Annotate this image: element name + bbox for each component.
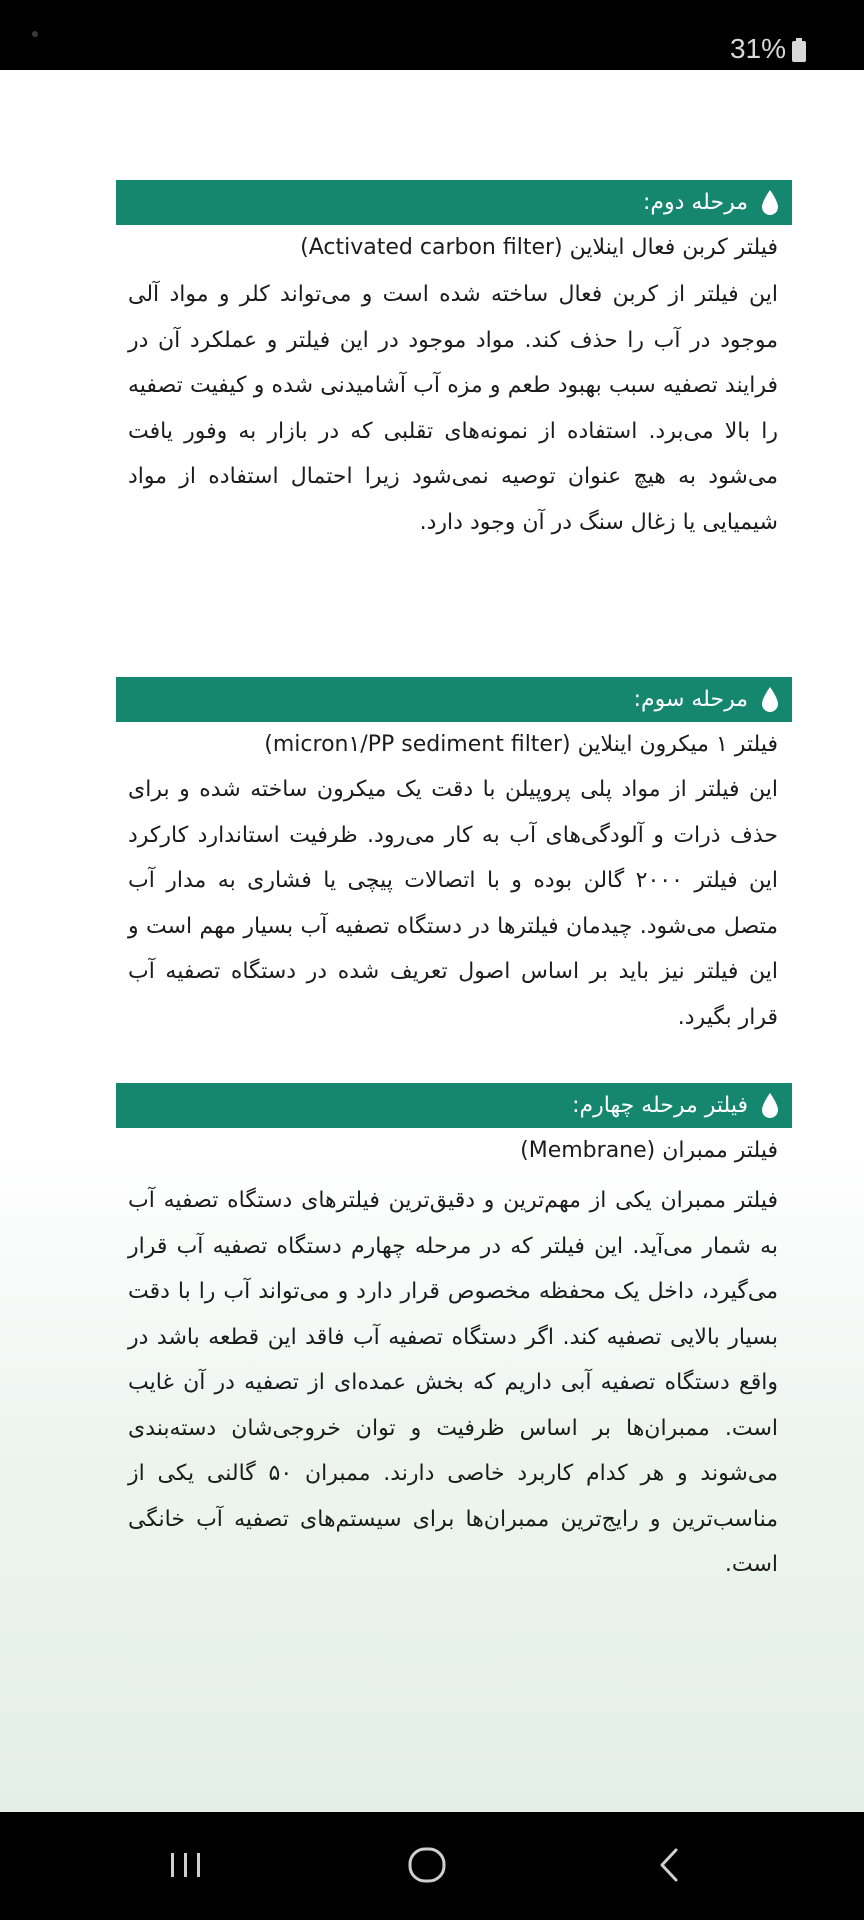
section-header-stage-four <box>116 1083 792 1128</box>
filter-name: فیلتر ممبران (Membrane) <box>520 1138 778 1163</box>
section-title: مرحله سوم: <box>633 687 748 712</box>
filter-name: فیلتر کربن فعال اینلاین (Activated carbon filter) <box>300 235 778 260</box>
section-title: مرحله دوم: <box>642 190 748 215</box>
section-header-stage-three <box>116 677 792 722</box>
section-body: این فیلتر از کربن فعال ساخته شده است و می‌تواند کلر و مواد آلی موجود در آب را حذف کند. مواد موجود در این فیلتر و عملکرد آن در فرایند تصفیه سبب بهبود طعم و مزه آب آشامیدنی شده و کیفیت تصفیه را بالا می‌برد. استفاده از نمونه‌های تقلبی که در بازار به وفور یافت می‌شود به هیچ عنوان توصیه نمی‌شود زیرا احتمال استفاده از مواد شیمیایی یا زغال سنگ در آن وجود دارد. <box>128 282 778 535</box>
notification-dot <box>32 31 38 37</box>
water-drop-icon <box>760 1092 780 1120</box>
back-icon[interactable] <box>640 1840 700 1890</box>
section-body: فیلتر ممبران یکی از مهم‌ترین و دقیق‌ترین فیلترهای دستگاه تصفیه آب به شمار می‌آید. این فیلتر که در مرحله چهارم دستگاه تصفیه آب قرار می‌گیرد، داخل یک محفظه مخصوص قرار دارد و می‌تواند آب را با دقت بسیار بالایی تصفیه کند. اگر دستگاه تصفیه آب فاقد این قطعه باشد در واقع دستگاه تصفیه آبی داریم که بخش عمده‌ای از تصفیه در آن غایب است. ممبران‌ها بر اساس ظرفیت و توان خروجی‌شان دسته‌بندی می‌شوند و هر کدام کاربرد خاصی دارند. ممبران ۵۰ گالنی یکی از مناسب‌ترین و رایج‌ترین ممبران‌ها برای سیستم‌های تصفیه آب خانگی است. <box>128 1188 778 1577</box>
section-title: فیلتر مرحله چهارم: <box>572 1093 748 1118</box>
section-header-stage-two <box>116 180 792 225</box>
battery-icon <box>792 38 806 62</box>
status-bar <box>0 0 864 70</box>
article-content[interactable] <box>0 70 864 1812</box>
recent-apps-icon[interactable] <box>156 1840 216 1890</box>
filter-name: فیلتر ۱ میکرون اینلاین (micron۱/PP sediment filter) <box>264 732 778 757</box>
battery-percent: 31% <box>729 33 786 64</box>
navigation-bar <box>0 1812 864 1920</box>
home-icon[interactable] <box>397 1840 457 1890</box>
water-drop-icon <box>760 686 780 714</box>
water-drop-icon <box>760 189 780 217</box>
section-body: این فیلتر از مواد پلی پروپیلن با دقت یک میکرون ساخته شده و برای حذف ذرات و آلودگی‌های آب به کار می‌رود. ظرفیت استاندارد کارکرد این فیلتر ۲۰۰۰ گالن بوده و با اتصالات پیچی یا فشاری به مدار آب متصل می‌شود. چیدمان فیلترها در دستگاه تصفیه آب بسیار مهم است و این فیلتر نیز باید بر اساس اصول تعریف شده در دستگاه تصفیه آب قرار بگیرد. <box>128 777 779 1030</box>
